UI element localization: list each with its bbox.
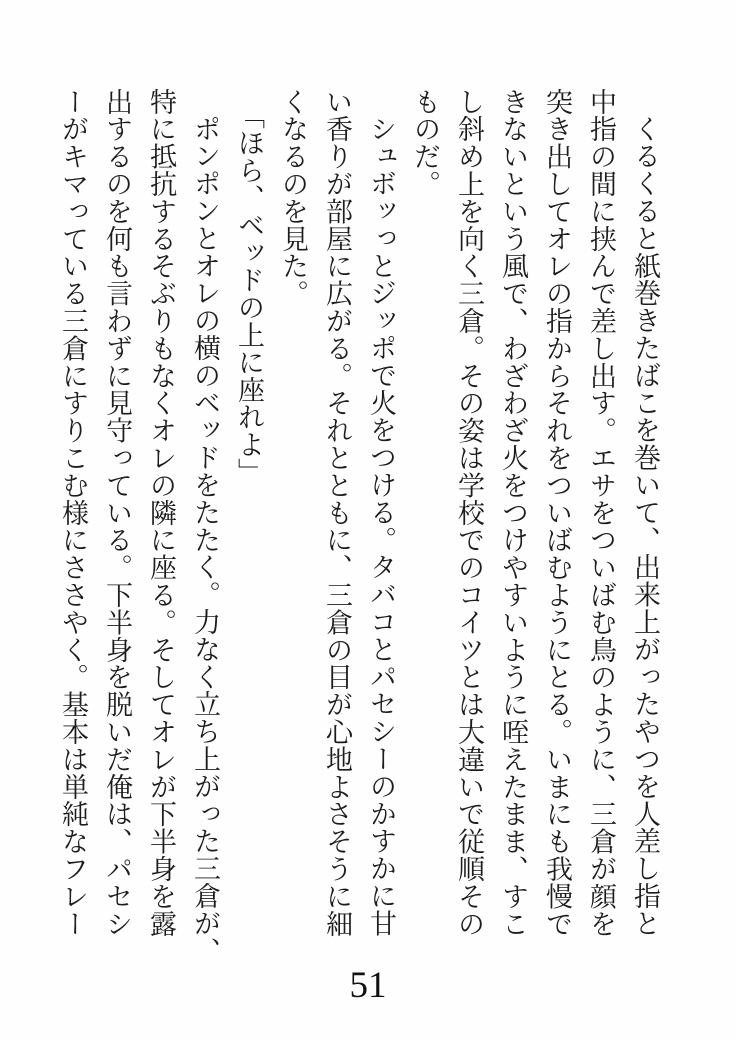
page-number: 51	[349, 965, 387, 1006]
text-line: し斜め上を向く三倉。その姿は学校でのコイツとは大違いで従順その	[454, 88, 484, 938]
text-line: い香りが部屋に広がる。それとともに、三倉の目が心地よさそうに細	[322, 88, 352, 938]
text-line: 突き出してオレの指からそれをついばむようにとる。いまにも我慢で	[542, 88, 572, 938]
text-line: 出するのを何も言わずに見守っている。下半身を脱いだ俺は、パセシ	[102, 88, 132, 938]
text-line: くなるのを見た。	[278, 88, 308, 308]
text-line: 「ほら、ベッドの上に座れよ」	[234, 101, 264, 486]
text-line: きないという風で、わざわざ火をつけやすいように咥えたまま、すこ	[498, 88, 528, 938]
text-line: ものだ。	[410, 88, 440, 198]
body-text	[51, 88, 667, 965]
text-line: 特に抵抗するそぶりもなくオレの隣に座る。そしてオレが下半身を露	[146, 88, 176, 938]
text-line: くるくると紙巻きたばこを巻いて、出来上がったやつを人差し指と	[630, 115, 660, 937]
text-line: シュボッっとジッポで火をつける。タバコとパセシーのかすかに甘	[366, 115, 396, 937]
text-line: 中指の間に挟んで差し出す。エサをついばむ鳥のように、三倉が顔を	[586, 88, 616, 938]
text-line: ーがキマっている三倉にすりこむ様にささやく。基本は単純なフレー	[58, 88, 88, 938]
text-line: ポンポンとオレの横のベッドをたたく。力なく立ち上がった三倉が、	[190, 115, 220, 965]
